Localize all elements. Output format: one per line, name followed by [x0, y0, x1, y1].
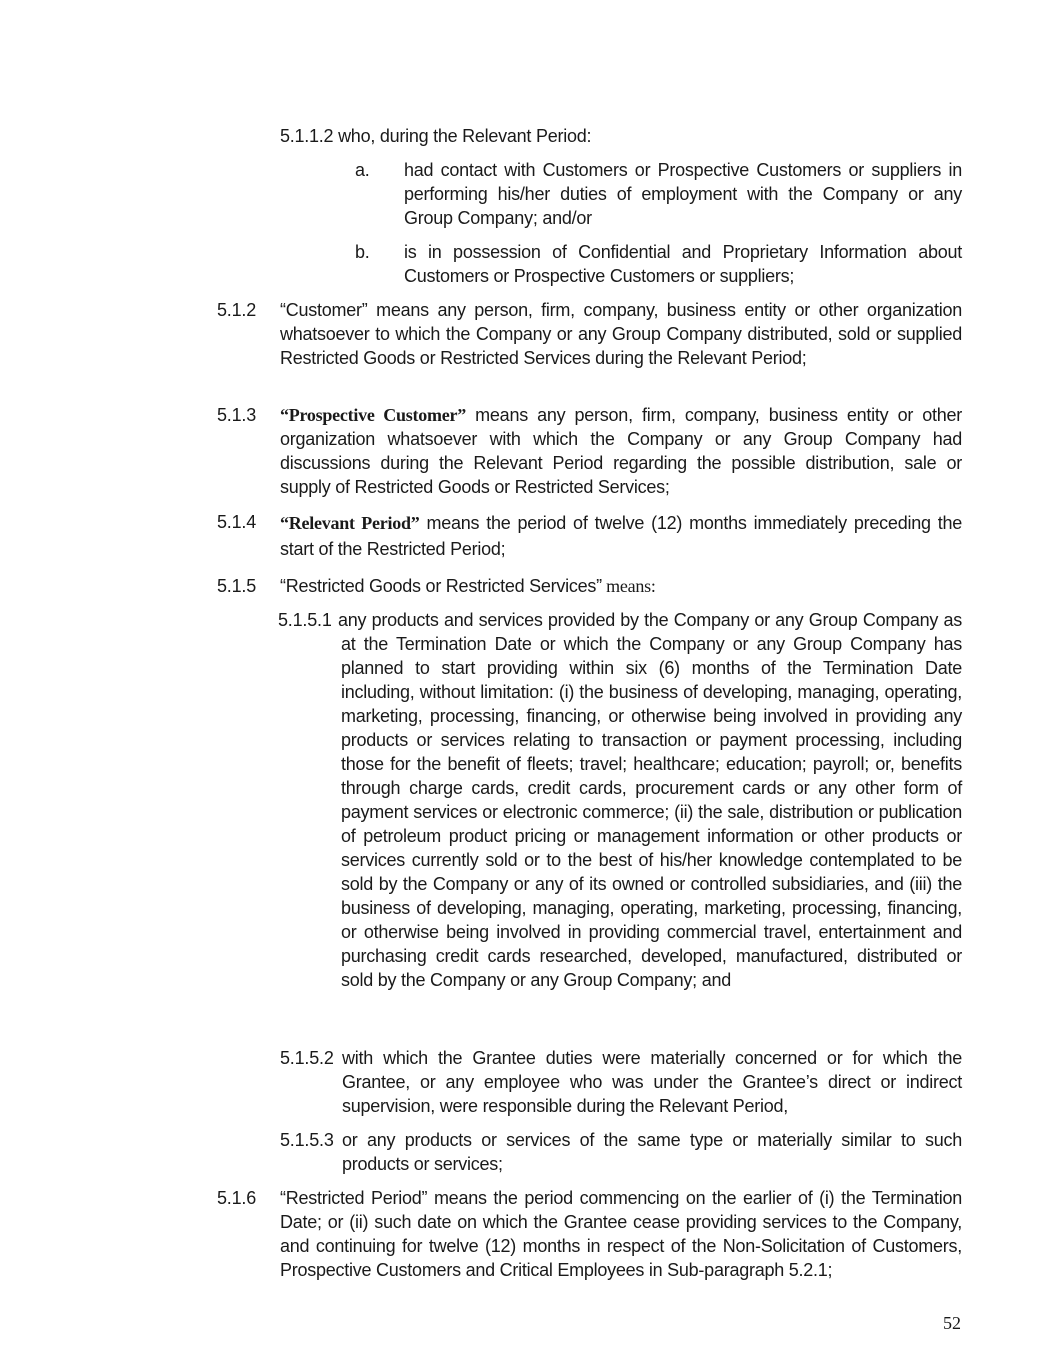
definition: means any person, firm, company, business entity or other organization whatsoever with which the Company or any Group Company had discussions during the Relevant Period regarding the possible distribution, sale or supply of Restricted Goods or Restricted Services;	[280, 405, 962, 497]
clause-5-1-6-number: 5.1.6	[217, 1188, 257, 1208]
clause-5-1-5-number: 5.1.5	[217, 576, 257, 596]
clause-5-1-5-2-text: with which the Grantee duties were materially concerned or for which the Grantee, or any employee who was under the Grantee’s direct or indirect supervision, were responsible during the Relevant Period,	[342, 1048, 962, 1116]
clause-5-1-5-3-text: or any products or services of the same type or materially similar to such products or services;	[342, 1130, 962, 1174]
item-b-label: b.	[355, 242, 370, 262]
item-a-label: a.	[355, 160, 370, 180]
defined-term: “Prospective Customer”	[280, 405, 467, 425]
clause-5-1-3-text	[280, 403, 962, 499]
definition: means the period commencing on the earlier of (i) the Termination Date; or (ii) such date on which the Grantee cease providing services to the Company, and continuing for twelve (12) months in respect of the Non-Solicitation of Customers, Prospective Customers and Critical Employees in Sub-paragraph 5.2.1;	[280, 1188, 963, 1280]
definition: means any person, firm, company, business entity or other organization whatsoever to which the Company or any Group Company distributed, sold or supplied Restricted Goods or Restricted Services during the Relevant Period;	[280, 300, 962, 368]
clause-5-1-5-text	[280, 574, 962, 598]
defined-term: “Customer”	[280, 300, 368, 320]
item-b-text: is in possession of Confidential and Proprietary Information about Customers or Prospective Customers or suppliers;	[404, 242, 962, 286]
definition: means:	[601, 576, 656, 596]
clause-5-1-2-number: 5.1.2	[217, 300, 257, 320]
clause-5-1-5-2-number: 5.1.5.2	[280, 1048, 334, 1068]
clause-5-1-3-number: 5.1.3	[217, 405, 257, 425]
clause-5-1-5-1-number: 5.1.5.1	[278, 610, 332, 630]
clause-5-1-5-3-number: 5.1.5.3	[280, 1130, 334, 1150]
item-a-text: had contact with Customers or Prospective Customers or suppliers in performing his/her duties of employment with the Company or any Group Company; and/or	[404, 160, 962, 228]
clause-5-1-2-text	[280, 298, 962, 370]
clause-text: who, during the Relevant Period:	[338, 126, 592, 146]
defined-term: “Restricted Period”	[280, 1188, 428, 1208]
clause-5-1-6-text	[280, 1186, 962, 1282]
defined-term: “Restricted Goods or Restricted Services”	[280, 576, 602, 596]
clause-5-1-5-1-text	[338, 608, 962, 992]
clause-body: any products and services provided by the Company or any Group Company as at the Termination Date or which the Company or any Group Company has planned to start providing within six (6) months of the Termination Date including, without limitation: (i) the business of developing, managing, operating, marketing, processing, financing, or otherwise being involved in providing any products or services relating to transaction or payment processing, including those for the benefit of fleets; travel; healthcare; education; payroll; or, benefits through charge cards, credit cards, procurement cards or any other form of payment services or electronic commerce; (ii) the sale, distribution or publication of petroleum product pricing or management information or other products or services currently sold or to the best of his/her knowledge contemplated to be sold by the Company or any of its owned or controlled subsidiaries, and (iii) the business of developing, managing, operating, marketing, processing, financing, or otherwise being involved in providing commercial travel, entertainment and purchasing credit cards researched, developed, manufactured, distributed or sold by the Company or any Group Company; and	[338, 610, 962, 990]
clause-5-1-4-number: 5.1.4	[217, 512, 257, 532]
clause-5-1-1-2	[280, 124, 962, 148]
definition: means the period of twelve (12) months immediately preceding the start of the Restricted Period;	[280, 513, 962, 559]
defined-term: “Relevant Period”	[280, 513, 420, 533]
clause-number: 5.1.1.2	[280, 126, 334, 146]
page-number: 52	[943, 1313, 961, 1333]
clause-5-1-4-text	[280, 510, 962, 562]
